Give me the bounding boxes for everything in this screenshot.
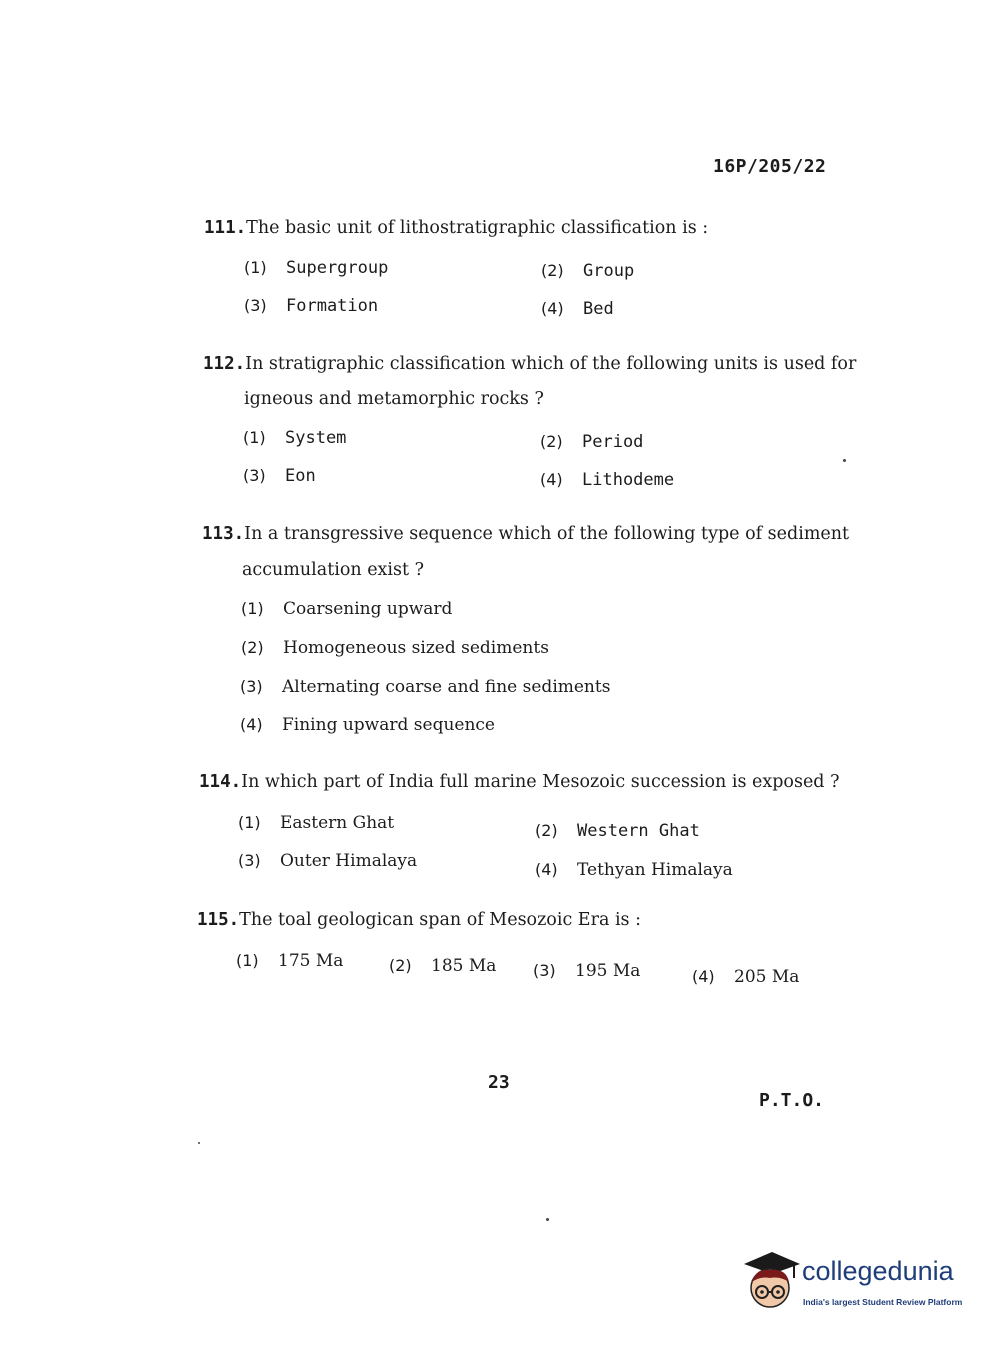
option: (4) 205 Ma (692, 967, 800, 987)
option: (3) Formation (244, 296, 379, 316)
pto-label: P.T.O. (759, 1090, 825, 1111)
option: (3) Alternating coarse and fine sediments (240, 677, 611, 697)
question-114 (199, 774, 839, 792)
option: (1) System (243, 428, 347, 448)
question-number: 115. (197, 910, 240, 930)
logo-name: collegedunia (802, 1256, 954, 1286)
page-number: 23 (488, 1072, 510, 1093)
question-text-continued: igneous and metamorphic rocks ? (244, 389, 544, 409)
question-number: 112. (203, 354, 246, 374)
question-text-continued: accumulation exist ? (242, 560, 424, 580)
option: (2) 185 Ma (389, 956, 497, 976)
option: (3) Outer Himalaya (238, 851, 418, 871)
question-text: In which part of India full marine Mesozoic succession is exposed ? (241, 772, 840, 792)
option: (2) Group (541, 261, 635, 281)
question-111 (204, 220, 708, 238)
option: (1) Supergroup (244, 258, 389, 278)
question-text: In a transgressive sequence which of the following type of sediment (244, 524, 850, 544)
mascot-icon (742, 1248, 802, 1312)
option: (4) Fining upward sequence (240, 715, 495, 735)
option: (2) Period (540, 432, 644, 452)
question-115 (197, 912, 641, 930)
paper-code: 16P/205/22 (713, 156, 827, 177)
option: (1) Coarsening upward (241, 599, 453, 619)
option: (4) Tethyan Himalaya (535, 860, 733, 880)
question-112 (203, 356, 856, 374)
question-number: 114. (199, 772, 242, 792)
logo-tagline: India's largest Student Review Platform (803, 1297, 963, 1307)
scan-speck (546, 1218, 549, 1221)
question-number: 113. (202, 524, 245, 544)
option: (4) Lithodeme (540, 470, 675, 490)
option: (2) Homogeneous sized sediments (241, 638, 549, 658)
question-number: 111. (204, 218, 247, 238)
option: (1) Eastern Ghat (238, 813, 395, 833)
scan-speck (843, 459, 846, 462)
scan-speck (198, 1142, 200, 1144)
question-text: The toal geologican span of Mesozoic Era is : (239, 910, 641, 930)
question-text: In stratigraphic classification which of the following units is used for (245, 354, 857, 374)
question-text: The basic unit of lithostratigraphic classification is : (246, 218, 709, 238)
question-113 (202, 526, 849, 544)
option: (3) Eon (243, 466, 316, 486)
option: (2) Western Ghat (535, 821, 700, 841)
collegedunia-logo (742, 1248, 972, 1318)
option: (1) 175 Ma (236, 951, 344, 971)
option: (4) Bed (541, 299, 614, 319)
option: (3) 195 Ma (533, 961, 641, 981)
